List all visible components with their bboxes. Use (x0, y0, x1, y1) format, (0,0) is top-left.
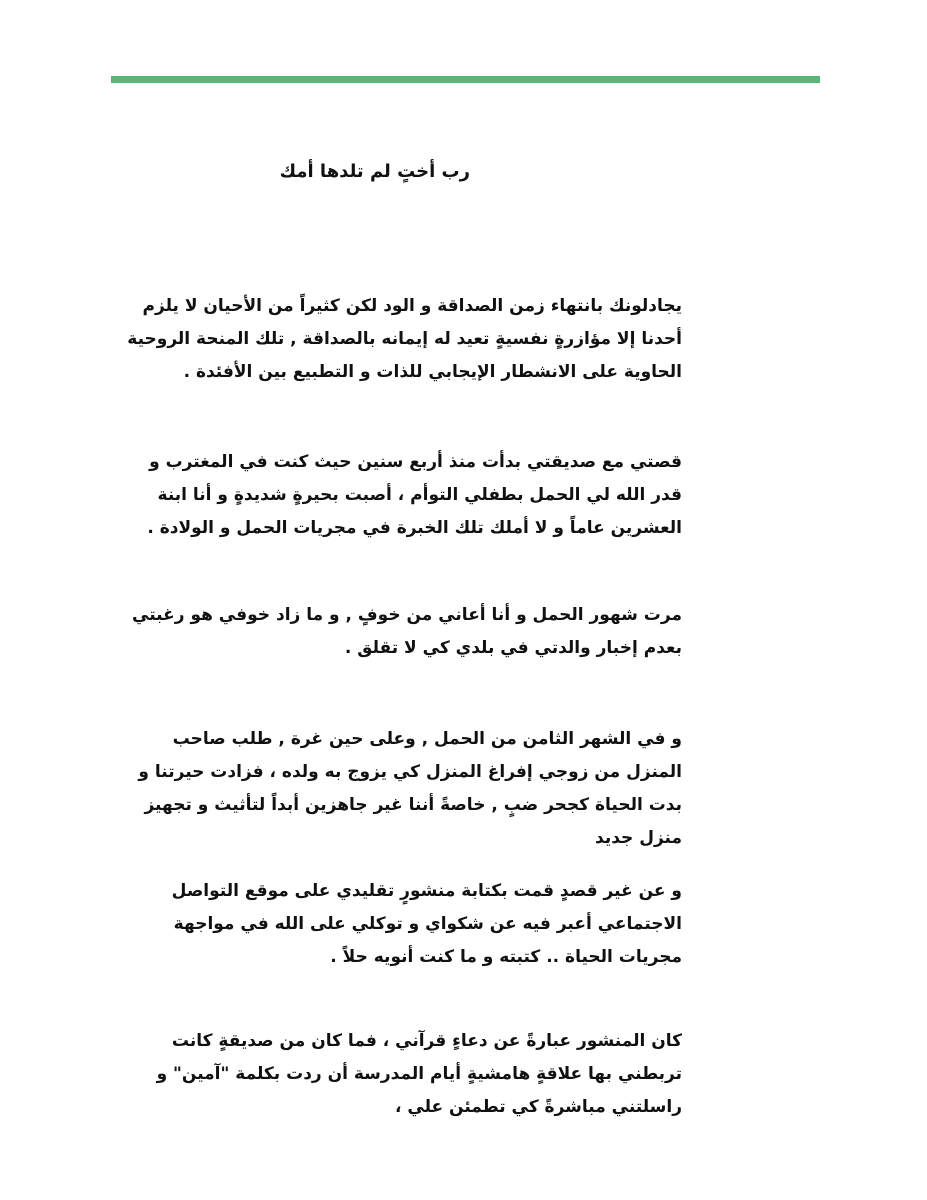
paragraph-2: قصتي مع صديقتي بدأت منذ أربع سنين حيث كنت في المغترب و قدر الله لي الحمل بطفلي التوأم ، أصبت بحيرةٍ شديدةٍ و أنا ابنة العشرين عاماً و لا أملك تلك الخبرة في مجريات الحمل و الولادة . (147, 452, 682, 538)
paragraph-4: و في الشهر الثامن من الحمل , وعلى حين غرة , طلب صاحب المنزل من زوجي إفراغ المنزل كي يزوج به ولده ، فزادت حيرتنا و بدت الحياة كجحر ضبٍ , خاصةً أننا غير جاهزين أبداً لتأثيث و تجهيز منزل جديد (138, 729, 682, 848)
top-accent-rule (111, 76, 820, 83)
paragraph-3: مرت شهور الحمل و أنا أعاني من خوفٍ , و ما زاد خوفي هو رغبتي بعدم إخبار والدتي في بلدي كي لا تقلق . (132, 605, 682, 658)
paragraph-1: يجادلونك بانتهاء زمن الصداقة و الود لكن كثيراً من الأحيان لا يلزم أحدنا إلا مؤازرةٍ نفسيةٍ تعيد له إيمانه بالصداقة , تلك المنحة الروحية الحاوية على الانشطار الإيجابي للذات و التطبيع بين الأفئدة . (127, 296, 682, 382)
paragraph-6: كان المنشور عبارةً عن دعاءٍ قرآني ، فما كان من صديقةٍ كانت تربطني بها علاقةٍ هامشيةٍ أيام المدرسة أن ردت بكلمة "آمين" و راسلتني مباشرةً كي تطمئن علي ، (156, 1031, 682, 1117)
paragraph-5: و عن غير قصدٍ قمت بكتابة منشورٍ تقليدي على موقع التواصل الاجتماعي أعبر فيه عن شكواي و توكلي على الله في مواجهة مجريات الحياة .. كتبته و ما كنت أنويه حلاً . (171, 881, 682, 967)
document-title: رب أختٍ لم تلدها أمك (279, 161, 470, 182)
